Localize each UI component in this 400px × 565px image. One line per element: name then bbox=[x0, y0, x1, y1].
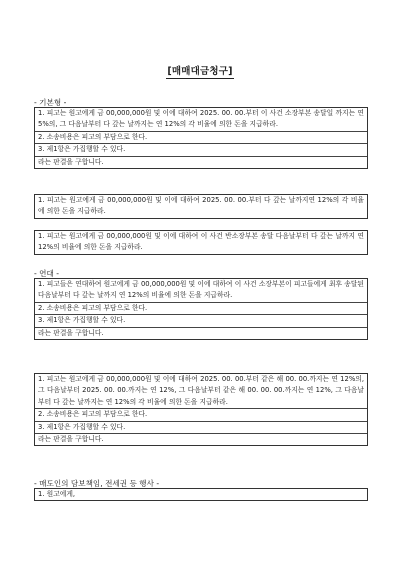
claim-box-basic-3 bbox=[34, 230, 368, 255]
claim-row: 1. 피고는 원고에게 금 00,000,000원 및 이에 대하여 2025. 00. 00.부터 같은 해 00. 00.까지는 연 12%의, 그 다음날부터 2025. 00. 00.까지는 연 12%, 그 다음날부터 같은 해 00. 00. 00.까지는 연 12%, 그 다음날부터 다 갚는 날까지는 연 12%의 각 비율에 의한 돈을 지급하라. bbox=[35, 374, 367, 409]
section-label-basic: - 기본형 - bbox=[34, 98, 67, 107]
claim-row: 라는 판결을 구합니다. bbox=[38, 157, 104, 166]
claim-row: 1. 피고들은 연대하여 원고에게 금 00,000,000원 및 이에 대하여 이 사건 소장부본이 피고들에게 최후 송달된 다음날부터 다 갚는 날까지 연 12%의 비율에 의한 돈을 지급하라. bbox=[35, 279, 367, 303]
claim-box-basic-2 bbox=[34, 194, 368, 219]
claim-row: 1. 피고는 원고에게 금 00,000,000원 및 이에 대하여 2025. 00. 00.부터 이 사건 소장부본 송달일 까지는 연 5%의, 그 다음날부터 다 갚는 날까지는 연 12%의 각 비율에 의한 돈을 지급하라. bbox=[35, 108, 367, 132]
claim-row: 라는 판결을 구합니다. bbox=[38, 328, 104, 337]
claim-row: 3. 제1항은 가집행할 수 있다. bbox=[35, 144, 367, 156]
claim-box-basic-1 bbox=[34, 107, 368, 169]
claim-row: 3. 제1항은 가집행할 수 있다. bbox=[35, 422, 367, 434]
page-title-text: [매매대금청구] bbox=[167, 66, 233, 77]
claim-row: 2. 소송비용은 피고의 부담으로 한다. bbox=[35, 132, 367, 144]
claim-row: 1. 피고는 원고에게 금 00,000,000원 및 이에 대하여 2025. 00. 00.부터 다 갚는 날까지연 12%의 각 비율에 의한 돈을 지급하라. bbox=[38, 196, 364, 216]
claim-row: 2. 소송비용은 피고의 부담으로 한다. bbox=[35, 303, 367, 315]
section-label-joint: - 연대 - bbox=[34, 269, 59, 278]
claim-box-joint-2 bbox=[34, 373, 368, 446]
section-label-security: - 매도인의 담보책임, 전세권 등 행사 - bbox=[34, 479, 160, 488]
claim-box-security-1 bbox=[34, 488, 368, 501]
claim-row: 2. 소송비용은 피고의 부담으로 한다. bbox=[35, 409, 367, 421]
claim-row: 1. 원고에게, bbox=[38, 490, 76, 498]
claim-row: 3. 제1항은 가집행할 수 있다. bbox=[35, 315, 367, 327]
claim-box-joint-1 bbox=[34, 278, 368, 340]
page-title bbox=[0, 63, 400, 77]
claim-row: 라는 판결을 구합니다. bbox=[38, 435, 104, 444]
claim-row: 1. 피고는 원고에게 금 00,000,000원 및 이에 대하여 이 사건 반소장부본 송달 다음날부터 다 갚는 날까지 연 12%의 비율에 의한 돈을 지급하라. bbox=[38, 232, 364, 252]
